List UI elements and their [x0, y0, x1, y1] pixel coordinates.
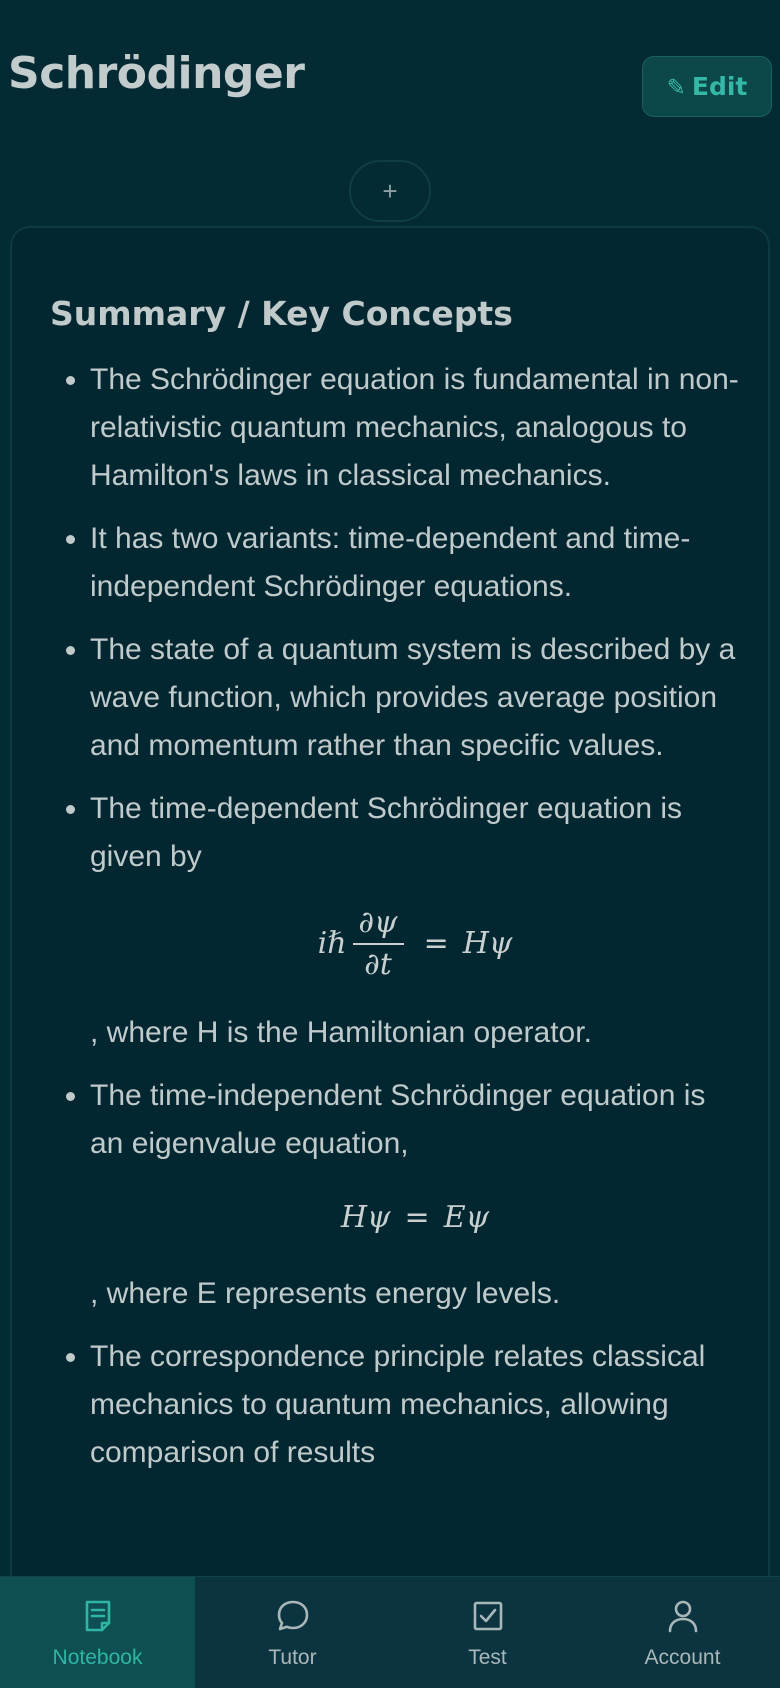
nav-item-test[interactable] [390, 1577, 585, 1688]
section-title: Summary / Key Concepts [50, 294, 513, 333]
list-item-text: The time-independent Schrödinger equation is an eigenvalue equation, [90, 1079, 706, 1160]
notebook-icon [78, 1596, 118, 1636]
list-item [60, 626, 740, 770]
nav-label: Tutor [268, 1645, 317, 1669]
equation-prefix: iℏ [317, 926, 347, 961]
list-item [60, 356, 740, 500]
fraction-denominator: ∂t [364, 947, 392, 982]
nav-item-notebook[interactable] [0, 1577, 195, 1688]
time-independent-equation [90, 1188, 740, 1248]
list-item-text: It has two variants: time-dependent and time-independent Schrödinger equations. [90, 522, 691, 603]
list-item [60, 515, 740, 611]
user-icon [663, 1596, 703, 1636]
chat-bubble-icon [273, 1596, 313, 1636]
list-item-text: The correspondence principle relates classical mechanics to quantum mechanics, allowing comparison of results [90, 1340, 706, 1469]
equation-rhs: Hψ [462, 926, 513, 961]
edit-button-label: Edit [691, 72, 748, 101]
list-item-text: The Schrödinger equation is fundamental in non-relativistic quantum mechanics, analogous to Hamilton's laws in classical mechanics. [90, 363, 739, 492]
checkbox-icon [468, 1596, 508, 1636]
list-item [60, 1072, 740, 1318]
nav-label: Notebook [52, 1645, 143, 1669]
list-item [60, 785, 740, 1057]
pencil-icon: ✎ [666, 74, 686, 101]
edit-button[interactable] [642, 56, 772, 117]
equation-lhs: Hψ [340, 1200, 391, 1235]
add-block-button[interactable]: + [349, 160, 431, 222]
header [0, 0, 780, 160]
fraction-numerator: ∂ψ [353, 905, 404, 945]
equation-fraction [353, 905, 404, 983]
page-title: Schrödinger [8, 48, 305, 99]
list-item [60, 1333, 740, 1477]
list-item-text: The time-dependent Schrödinger equation is given by [90, 792, 683, 873]
concept-list [60, 356, 740, 1492]
nav-item-account[interactable] [585, 1577, 780, 1688]
list-item-after-text: , where H is the Hamiltonian operator. [90, 1016, 592, 1049]
equation-rhs: Eψ [443, 1200, 490, 1235]
list-item-text: The state of a quantum system is described by a wave function, which provides average position and momentum rather than specific values. [90, 633, 736, 762]
bottom-nav [0, 1576, 780, 1688]
nav-label: Account [644, 1645, 721, 1669]
nav-item-tutor[interactable] [195, 1577, 390, 1688]
equals-sign: = [404, 1200, 430, 1235]
list-item-after-text: , where E represents energy levels. [90, 1277, 561, 1310]
time-dependent-equation [90, 899, 740, 989]
nav-label: Test [468, 1645, 507, 1669]
equals-sign: = [423, 926, 449, 961]
